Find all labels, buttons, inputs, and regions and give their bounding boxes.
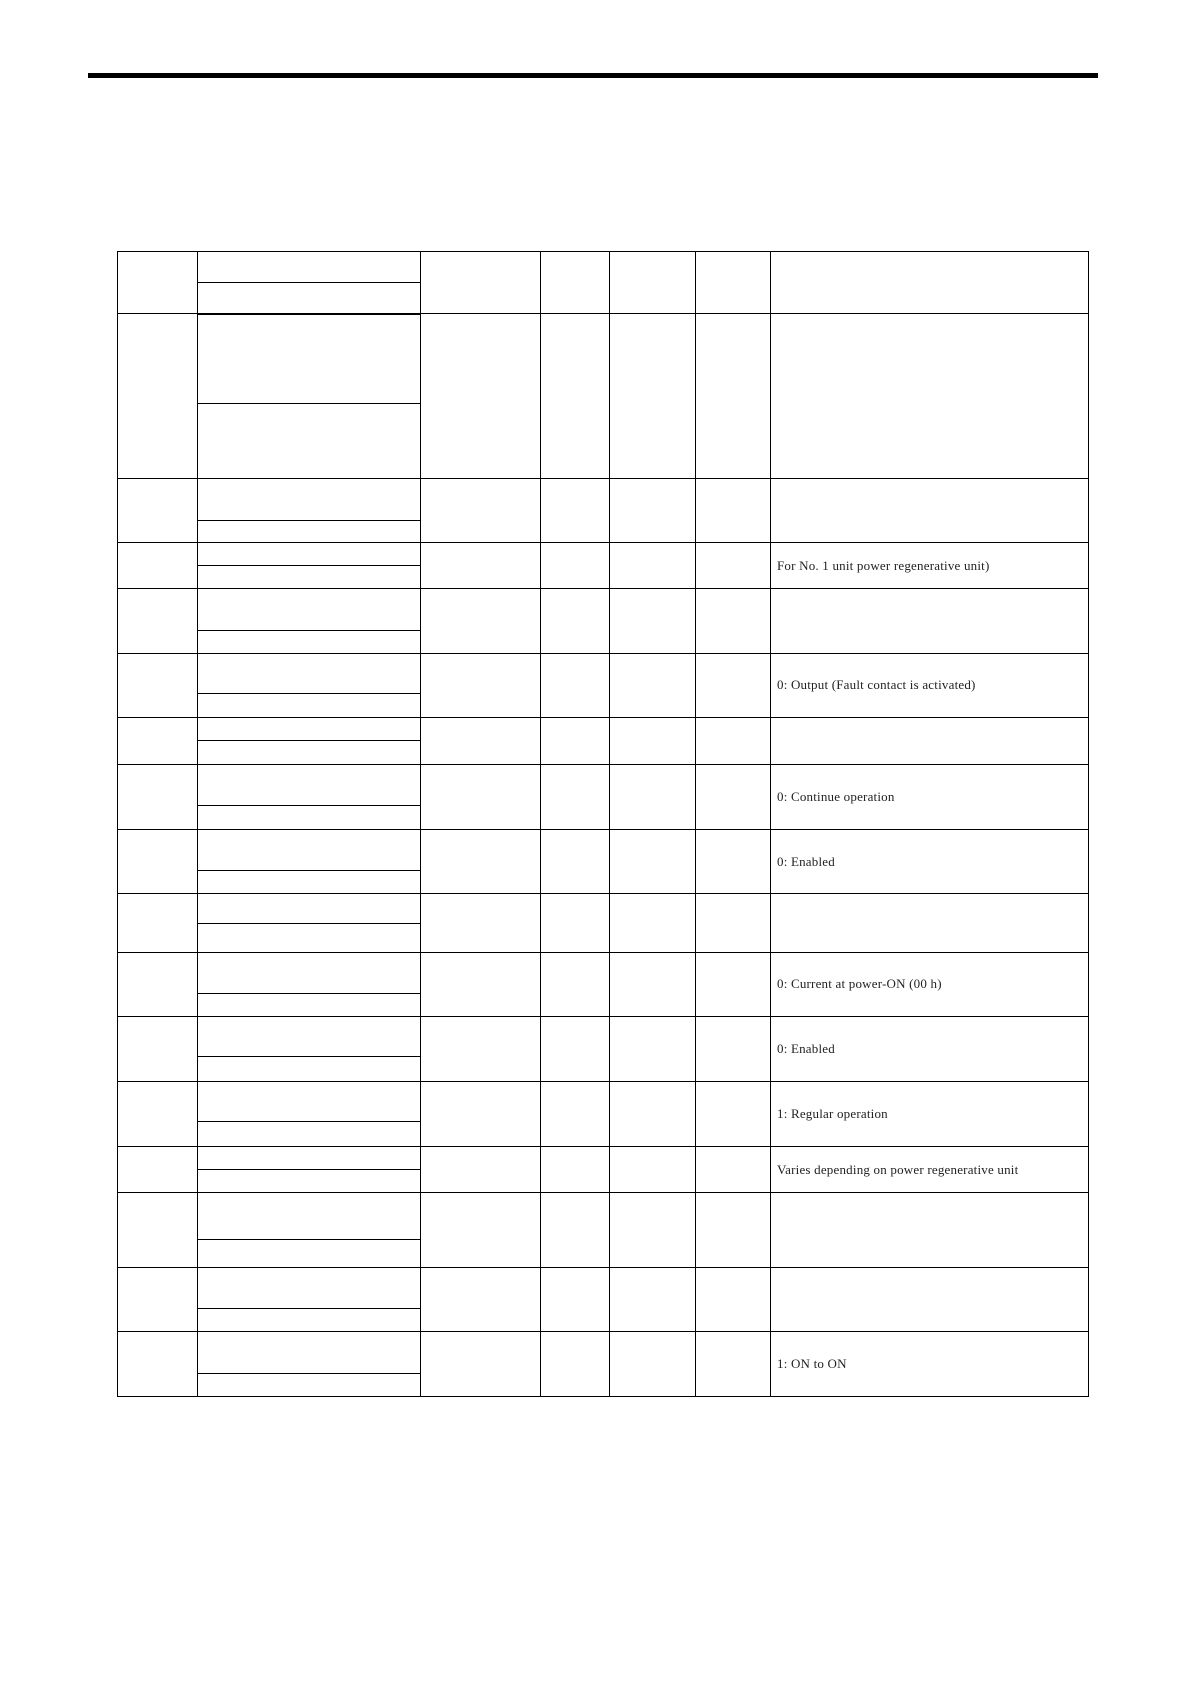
table-row [118,314,1089,404]
function-note: 0: Continue operation [771,765,1089,829]
table-row [118,894,1089,923]
top-rule [88,73,1098,78]
table-row [118,1332,1089,1373]
function-note: 0: Output (Fault contact is activated) [771,653,1089,717]
function-note: 0: Current at power-ON (00 h) [771,952,1089,1016]
table-row [118,1193,1089,1239]
table-row [118,1267,1089,1308]
header-cell-unit [541,252,610,314]
table-row [118,718,1089,741]
table-row [118,542,1089,565]
function-note: Varies depending on power regenerative unit [771,1147,1089,1193]
function-note: 1: ON to ON [771,1332,1089,1397]
header-cell-function [771,252,1089,314]
table-row [118,1017,1089,1057]
parameter-table [117,251,1089,1397]
header-cell-no [118,252,198,314]
function-note: 0: Enabled [771,1017,1089,1081]
header-row-1 [118,252,1089,283]
function-note: 1: Regular operation [771,1081,1089,1146]
table-row [118,478,1089,520]
table-row [118,829,1089,870]
table-row [118,1147,1089,1170]
table-row [118,952,1089,993]
table-row [118,765,1089,805]
header-cell-name-sub [198,283,421,314]
table-row [118,1081,1089,1121]
function-note: For No. 1 unit power regenerative unit) [771,542,1089,588]
header-cell-timing [696,252,771,314]
table-row [118,589,1089,630]
table-row [118,653,1089,693]
header-cell-range [421,252,541,314]
header-cell-default [610,252,696,314]
function-note: 0: Enabled [771,829,1089,893]
header-cell-name [198,252,421,283]
